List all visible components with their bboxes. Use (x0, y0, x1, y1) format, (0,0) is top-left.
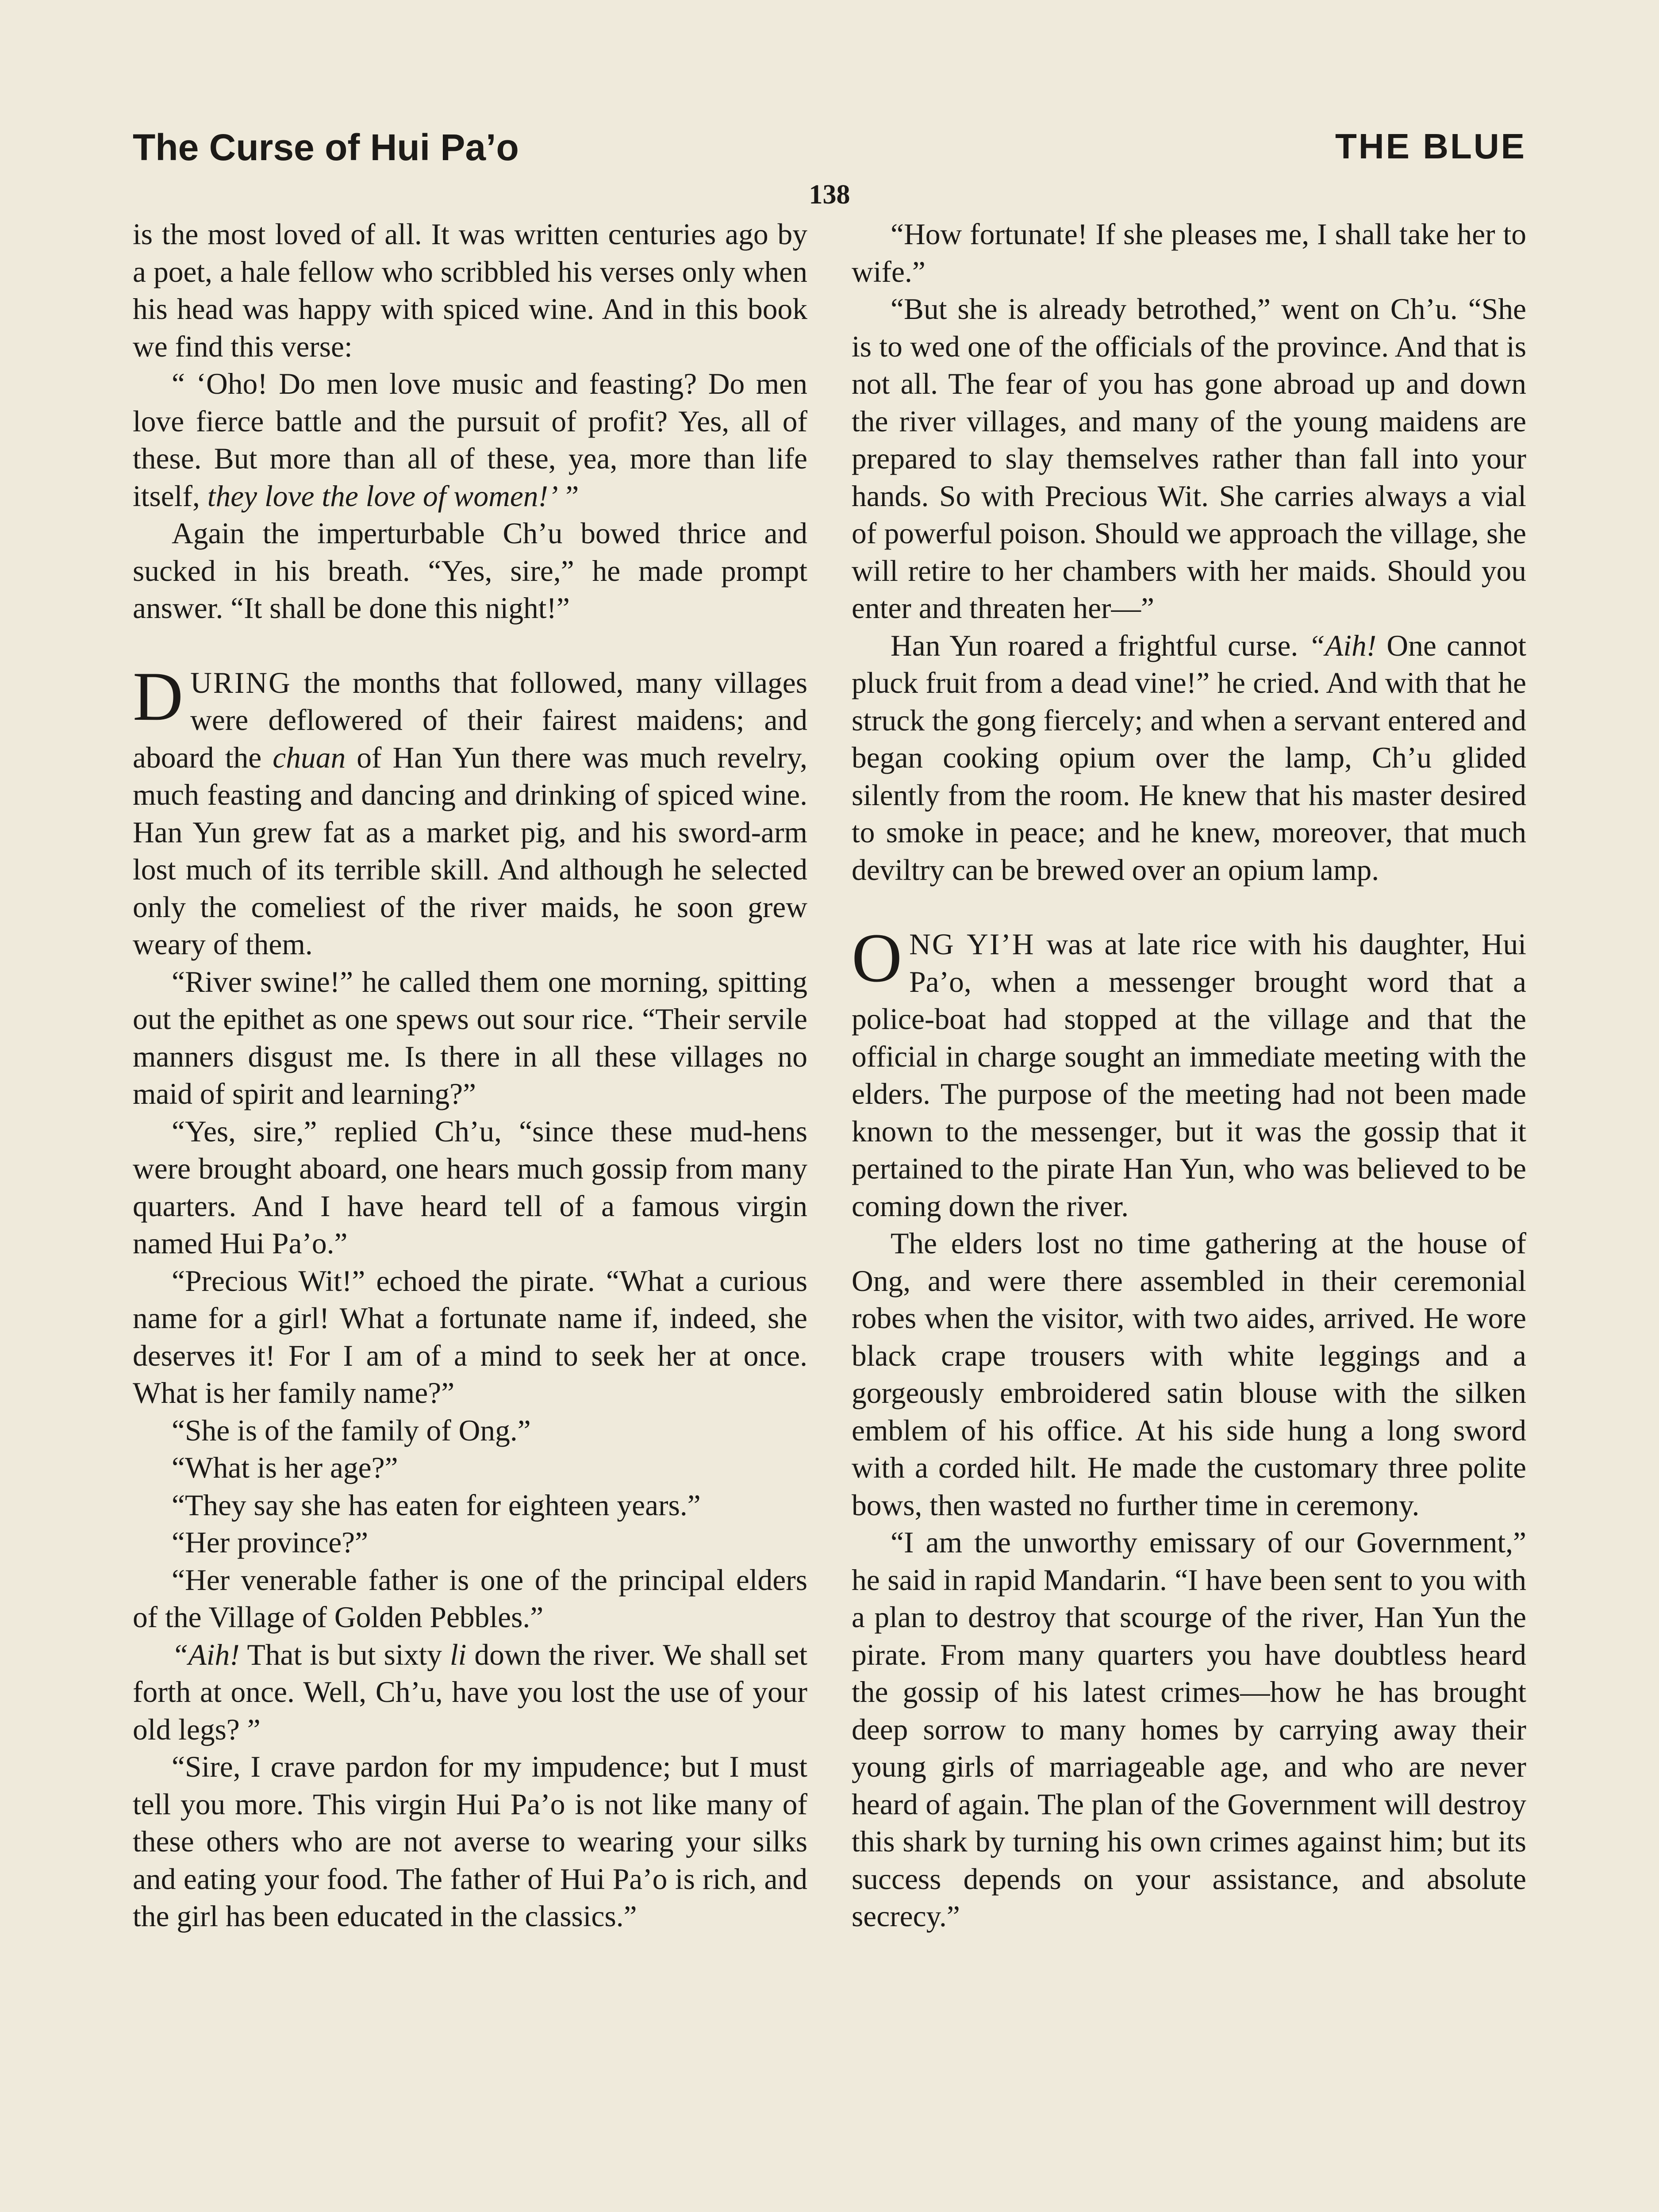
text-run: That is but sixty (239, 1638, 450, 1671)
italic-text: li (449, 1638, 467, 1671)
paragraph: “They say she has eaten for eighteen years.” (172, 1488, 701, 1522)
left-column (133, 216, 807, 1936)
paragraph (852, 627, 1526, 889)
text-run: ” (558, 479, 579, 513)
drop-cap: O (852, 919, 902, 997)
right-column (852, 216, 1526, 1936)
italic-text: they love the love of women!’ (207, 479, 558, 513)
text-run: down the river. We shall set forth at once. Well, Ch’u, have you lost the use of your old legs? ” (133, 1638, 807, 1746)
verse-paragraph (133, 365, 807, 515)
text-run: of Han Yun there was much revelry, much feasting and dancing and drinking of spiced wine. Han Yun grew fat as a market pig, and his sword-arm lost much of its terrible skill. And although he selected only the comeliest of the river maids, he soon grew weary of them. (133, 741, 807, 961)
paragraph: Again the imperturbable Ch’u bowed thrice and sucked in his breath. “Yes, sire,” he made prompt answer. “It shall be done this night!” (133, 517, 807, 625)
italic-text: “Aih! (1308, 629, 1377, 662)
page-number: 138 (809, 180, 850, 210)
paragraph: “I am the unworthy emissary of our Government,” he said in rapid Mandarin. “I have been sent to you with a plan to destroy that scourge of the river, Han Yun the pirate. From many quarters you have doubtless heard the gossip of his latest crimes—how he has brought deep sorrow to many homes by carrying away their young girls of marriageable age, and who are never heard of again. The plan of the Government will destroy this shark by turning his own crimes against him; but its success depends on your assistance, and absolute secrecy.” (852, 1526, 1526, 1933)
text-run: “ ‘Oho! Do men love music and feasting? Do men love fierce battle and the pursuit of profit? Yes, all of these. But more than all of these, yea, more than life itself, (133, 367, 807, 513)
paragraph: “Precious Wit!” echoed the pirate. “What a curious name for a girl! What a fortunate name if, indeed, she deserves it! For I am of a mind to seek her at once. What is her family name?” (133, 1264, 807, 1409)
paragraph: is the most loved of all. It was written centuries ago by a poet, a hale fellow who scribbled his verses only when his head was happy with spiced wine. And in this book we find this verse: (133, 218, 807, 363)
paragraph: “What is her age?” (172, 1451, 398, 1484)
paragraph: “Her province?” (172, 1526, 369, 1559)
paragraph: “But she is already betrothed,” went on Ch’u. “She is to wed one of the officials of the province. And that is not all. The fear of you has gone abroad up and down the river villages, and many of the young maidens are prepared to slay themselves rather than fall into your hands. So with Precious Wit. She carries always a vial of powerful poison. Should we approach the village, she will retire to her chambers with her maids. Should you enter and threaten her—” (852, 292, 1526, 625)
text-run: Han Yun roared a frightful curse. (891, 629, 1309, 662)
text-run: the months that followed, many villages were deflowered of their fairest maidens; and aboard the (133, 666, 807, 774)
running-head (133, 126, 1526, 175)
story-title: The Curse of Hui Pa’o (133, 127, 519, 168)
section-opening-paragraph (133, 657, 807, 964)
drop-cap: D (133, 657, 184, 735)
paragraph: “How fortunate! If she pleases me, I shall take her to wife.” (852, 218, 1526, 288)
lead-in-caps: URING (190, 666, 292, 699)
text-run: One cannot pluck fruit from a dead vine!” he cried. And with that he struck the gong fiercely; and when a servant entered and began cooking opium over the lamp, Ch’u glided silently from the room. He knew that his master desired to smoke in peace; and he knew, moreover, that much deviltry can be brewed over an opium lamp. (852, 629, 1526, 887)
lead-in-caps: NG YI’H (909, 928, 1035, 961)
italic-text: “Aih! (172, 1638, 240, 1671)
paragraph: “Sire, I crave pardon for my impudence; but I must tell you more. This virgin Hui Pa’o is not like many of these others who are not averse to wearing your silks and eating your food. The father of Hui Pa’o is rich, and the girl has been educated in the classics.” (133, 1750, 807, 1933)
paragraph: The elders lost no time gathering at the house of Ong, and were there assembled in their ceremonial robes when the visitor, with two aides, arrived. He wore black crape trousers with white leggings and a gorgeously embroidered satin blouse with the silken emblem of his office. At his side hung a long sword with a corded hilt. He made the customary three polite bows, then wasted no further time in ceremony. (852, 1227, 1526, 1522)
paragraph (133, 1636, 807, 1749)
paragraph: “Her venerable father is one of the principal elders of the Village of Golden Pebbles.” (133, 1563, 807, 1634)
italic-text: chuan (273, 741, 346, 774)
magazine-name: THE BLUE (1335, 127, 1526, 166)
paragraph: “Yes, sire,” replied Ch’u, “since these mud-hens were brought aboard, one hears much gossip from many quarters. And I have heard tell of a famous virgin named Hui Pa’o.” (133, 1114, 807, 1260)
text-run: was at late rice with his daughter, Hui Pa’o, when a messenger brought word that a police-boat had stopped at the village and that the official in charge sought an immediate meeting with the elders. The purpose of the meeting had not been made known to the messenger, but it was the gossip that it pertained to the pirate Han Yun, who was believed to be coming down the river. (852, 928, 1526, 1223)
section-opening-paragraph (852, 919, 1526, 1225)
paragraph: “River swine!” he called them one morning, spitting out the epithet as one spews out sour rice. “Their servile manners disgust me. Is there in all these villages no maid of spirit and learning?” (133, 965, 807, 1110)
paragraph: “She is of the family of Ong.” (172, 1413, 531, 1447)
